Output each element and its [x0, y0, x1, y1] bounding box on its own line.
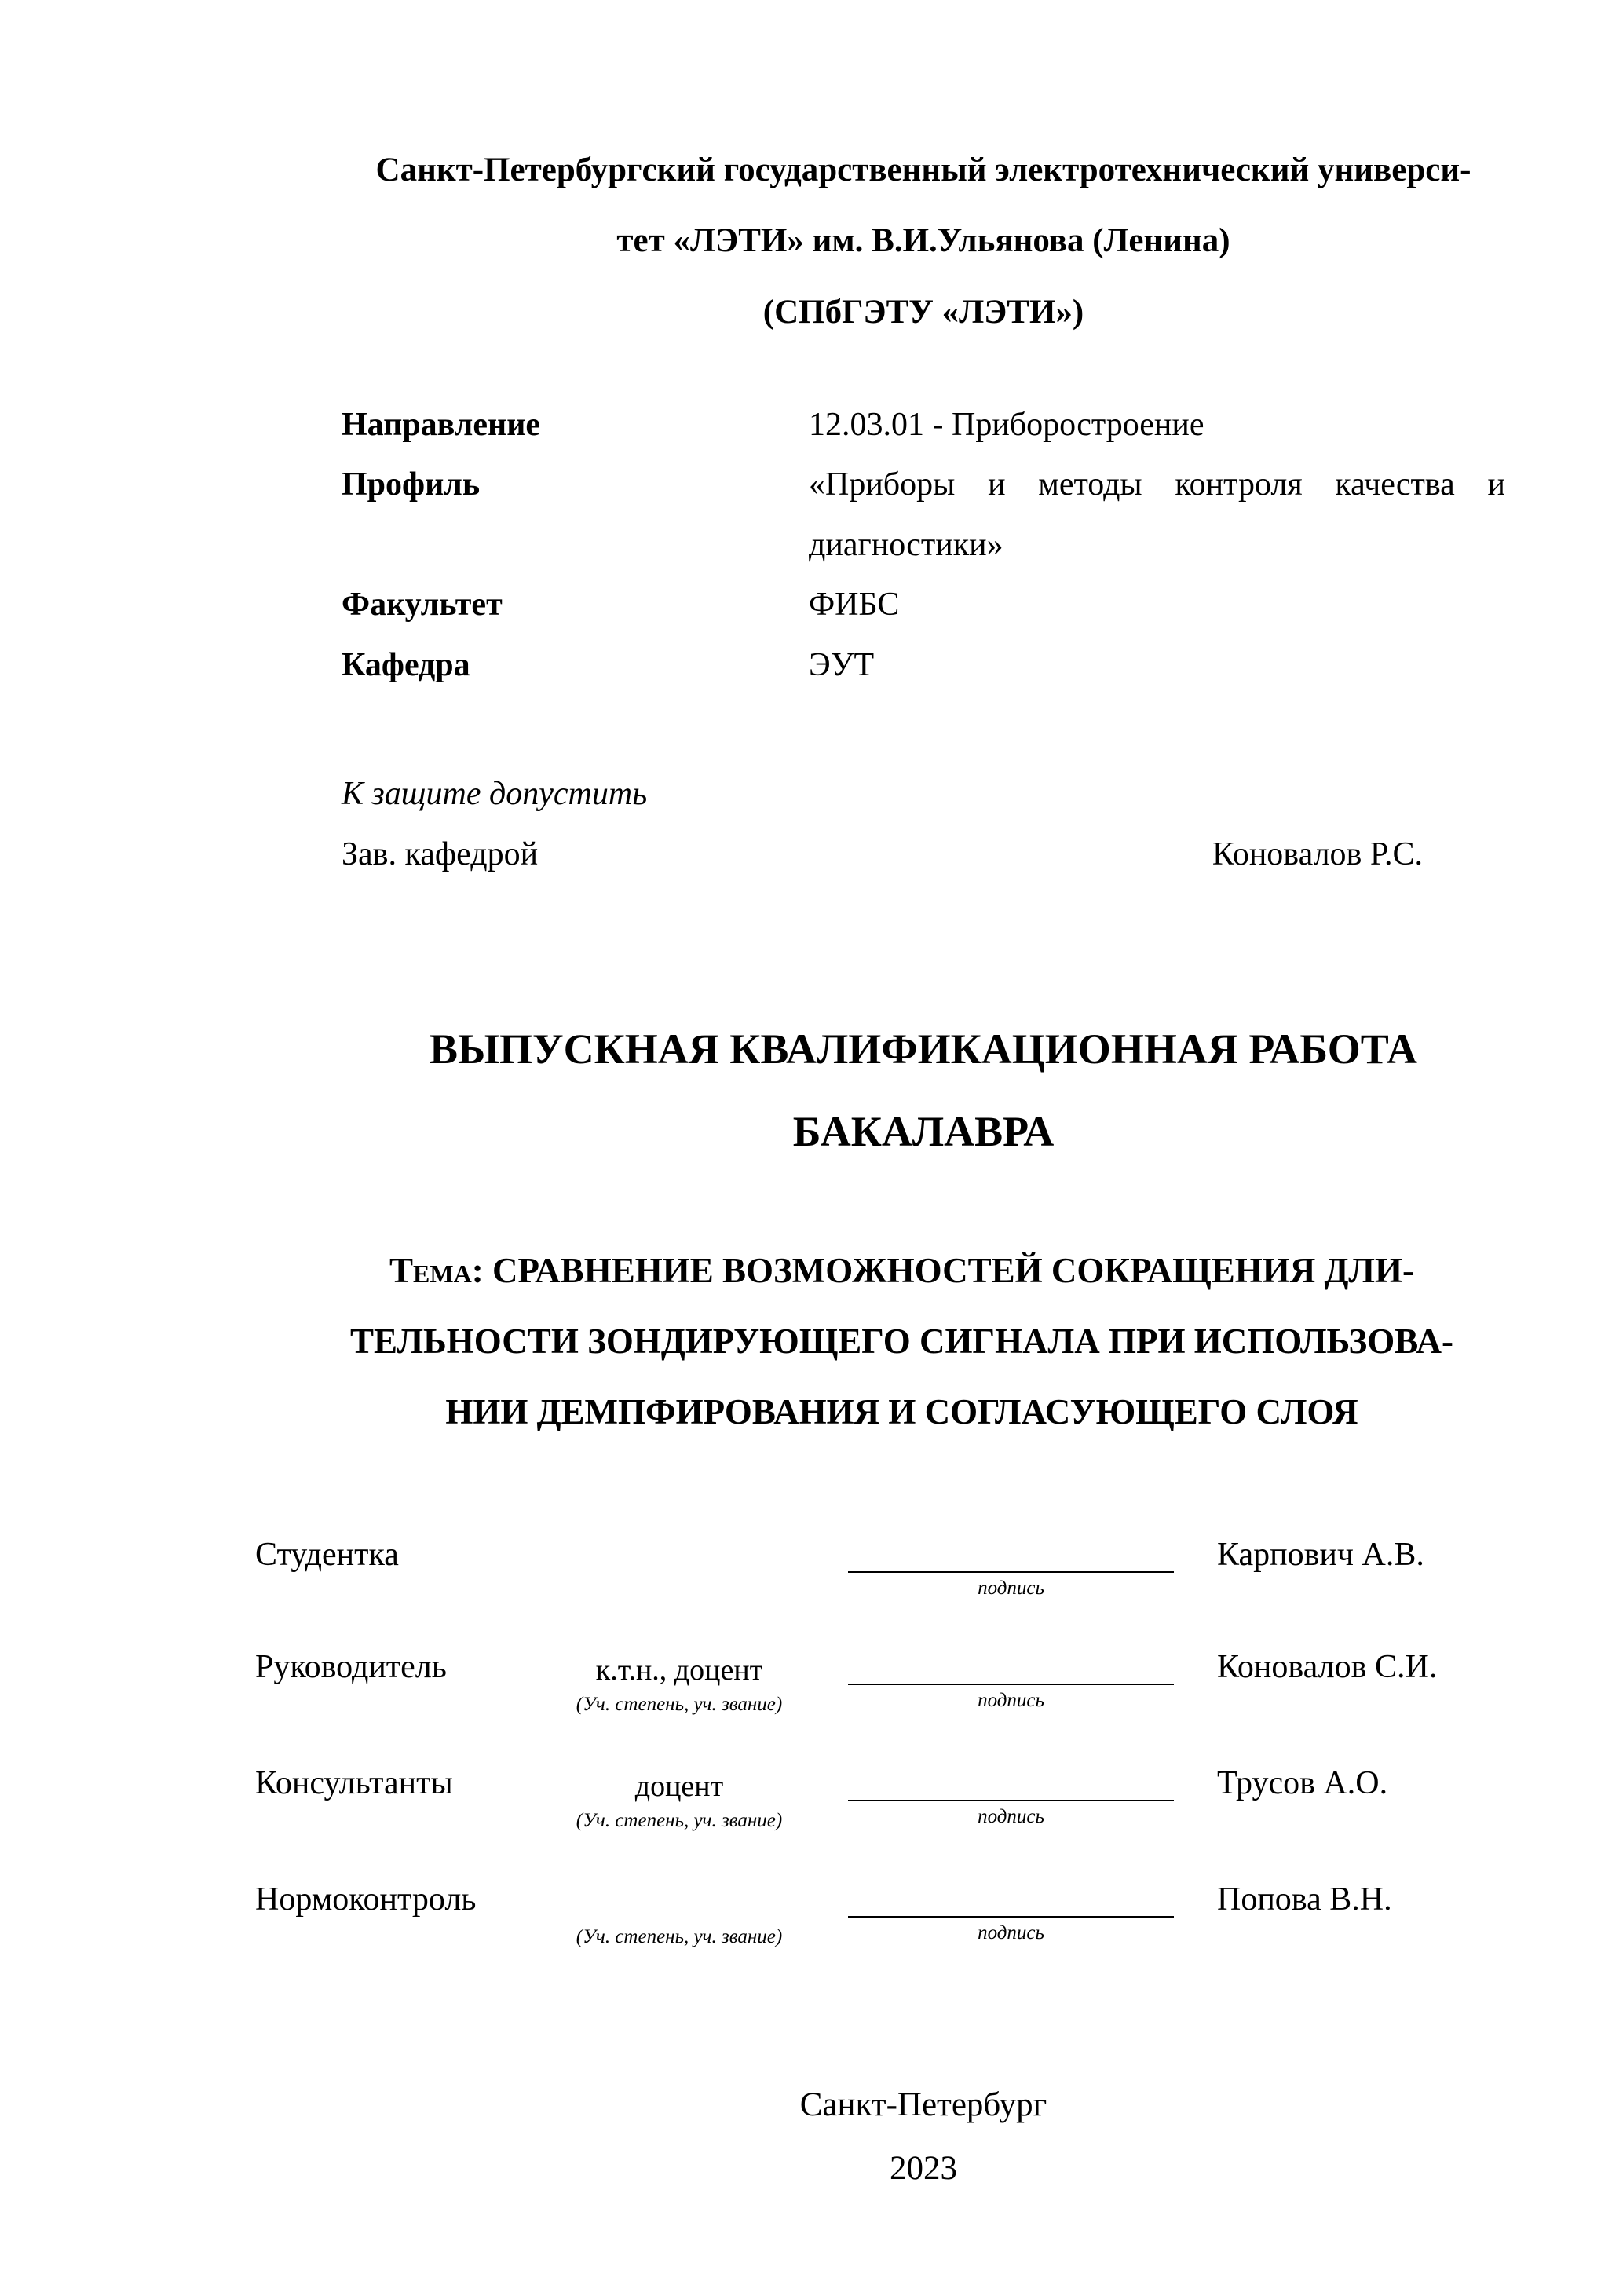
signature-line: [848, 1877, 1174, 1918]
consultant-name: Трусов А.О.: [1217, 1764, 1388, 1801]
program-row-direction: [342, 395, 1505, 455]
normcontrol-signature-cell: [797, 1877, 1174, 1945]
faculty-value: [809, 575, 1505, 634]
profile-value-line: диагностики»: [809, 526, 1003, 563]
theme-label: Тема:: [389, 1250, 484, 1290]
direction-value-line: 12.03.01 - Приборостроение: [809, 406, 1204, 443]
supervisor-degree-text: к.т.н., доцент: [595, 1653, 763, 1687]
signature-row-consultant: [255, 1760, 1476, 1833]
normcontrol-role-label: Нормоконтроль: [255, 1881, 477, 1918]
theme-block: [298, 1235, 1505, 1447]
supervisor-degree-caption: (Уч. степень, уч. звание): [576, 1693, 783, 1715]
signature-caption: подпись: [978, 1805, 1044, 1827]
signature-line: [848, 1760, 1174, 1801]
theme-text-part: СРАВНЕНИЕ ВОЗМОЖНОСТЕЙ СОКРАЩЕНИЯ ДЛИ-: [483, 1250, 1414, 1290]
profile-value-line: «Приборы и методы контроля качества и: [809, 466, 1505, 503]
student-signature-cell: [797, 1532, 1174, 1600]
university-name-line: тет «ЛЭТИ» им. В.И.Ульянова (Ленина): [616, 222, 1230, 260]
student-role-label: Студентка: [255, 1536, 399, 1573]
normcontrol-degree-cell: [561, 1877, 797, 1949]
program-info: [342, 395, 1505, 695]
signature-caption: подпись: [978, 1921, 1044, 1943]
program-row-profile: [342, 455, 1505, 575]
department-head-label: Зав. кафедрой: [342, 835, 539, 872]
direction-value: [809, 395, 1505, 455]
faculty-value-line: ФИБС: [809, 587, 900, 623]
signature-line: [848, 1532, 1174, 1573]
department-value-line: ЭУТ: [809, 646, 875, 683]
footer-year: 2023: [890, 2150, 957, 2188]
theme-line: [389, 1235, 1414, 1306]
consultant-role-label: Консультанты: [255, 1764, 453, 1801]
consultant-degree-text: доцент: [634, 1769, 724, 1803]
supervisor-degree-cell: [561, 1644, 797, 1717]
program-row-faculty: [342, 575, 1505, 634]
normcontrol-degree-caption: (Уч. степень, уч. звание): [576, 1925, 783, 1947]
supervisor-signature-cell: [797, 1644, 1174, 1713]
university-abbreviation: (СПбГЭТУ «ЛЭТИ»): [762, 293, 1084, 331]
profile-label: Профиль: [342, 466, 481, 503]
signature-line: [848, 1644, 1174, 1685]
signatures-block: [255, 1532, 1476, 1949]
consultant-signature-cell: [797, 1760, 1174, 1829]
student-degree-text: [561, 1532, 797, 1578]
department-head-row: [342, 824, 1505, 884]
direction-label: Направление: [342, 406, 541, 443]
profile-value: [809, 455, 1505, 575]
department-value: [809, 635, 1505, 695]
footer: [342, 2073, 1505, 2201]
normcontrol-degree-text: [561, 1877, 797, 1922]
consultant-degree-caption: (Уч. степень, уч. звание): [576, 1809, 783, 1831]
signature-caption: подпись: [978, 1689, 1044, 1711]
theme-line: ТЕЛЬНОСТИ ЗОНДИРУЮЩЕГО СИГНАЛА ПРИ ИСПОЛЬЗОВА-: [350, 1321, 1453, 1361]
department-label: Кафедра: [342, 646, 470, 683]
permit-to-defense-line: К защите допустить: [342, 776, 648, 813]
signature-row-supervisor: [255, 1644, 1476, 1717]
department-head-name: Коновалов Р.С.: [1212, 835, 1423, 872]
program-row-department: [342, 635, 1505, 695]
university-name-line: Санкт-Петербургский государственный электротехнический универси-: [375, 152, 1471, 188]
university-header: [342, 135, 1505, 348]
supervisor-role-label: Руководитель: [255, 1648, 447, 1685]
faculty-label: Факультет: [342, 587, 503, 623]
work-title: [342, 1008, 1505, 1174]
work-title-line: ВЫПУСКНАЯ КВАЛИФИКАЦИОННАЯ РАБОТА: [429, 1025, 1418, 1073]
signature-row-normcontrol: [255, 1877, 1476, 1949]
student-name: Карпович А.В.: [1217, 1536, 1424, 1573]
theme-line: НИИ ДЕМПФИРОВАНИЯ И СОГЛАСУЮЩЕГО СЛОЯ: [445, 1391, 1358, 1431]
supervisor-name: Коновалов С.И.: [1217, 1648, 1438, 1685]
signature-row-student: [255, 1532, 1476, 1600]
work-title-line: БАКАЛАВРА: [792, 1108, 1055, 1156]
approval-block: [342, 764, 1505, 884]
signature-caption: подпись: [978, 1577, 1044, 1599]
consultant-degree-cell: [561, 1760, 797, 1833]
footer-city: Санкт-Петербург: [799, 2086, 1047, 2123]
student-degree-cell: [561, 1532, 797, 1581]
normcontrol-name: Попова В.Н.: [1217, 1881, 1392, 1918]
